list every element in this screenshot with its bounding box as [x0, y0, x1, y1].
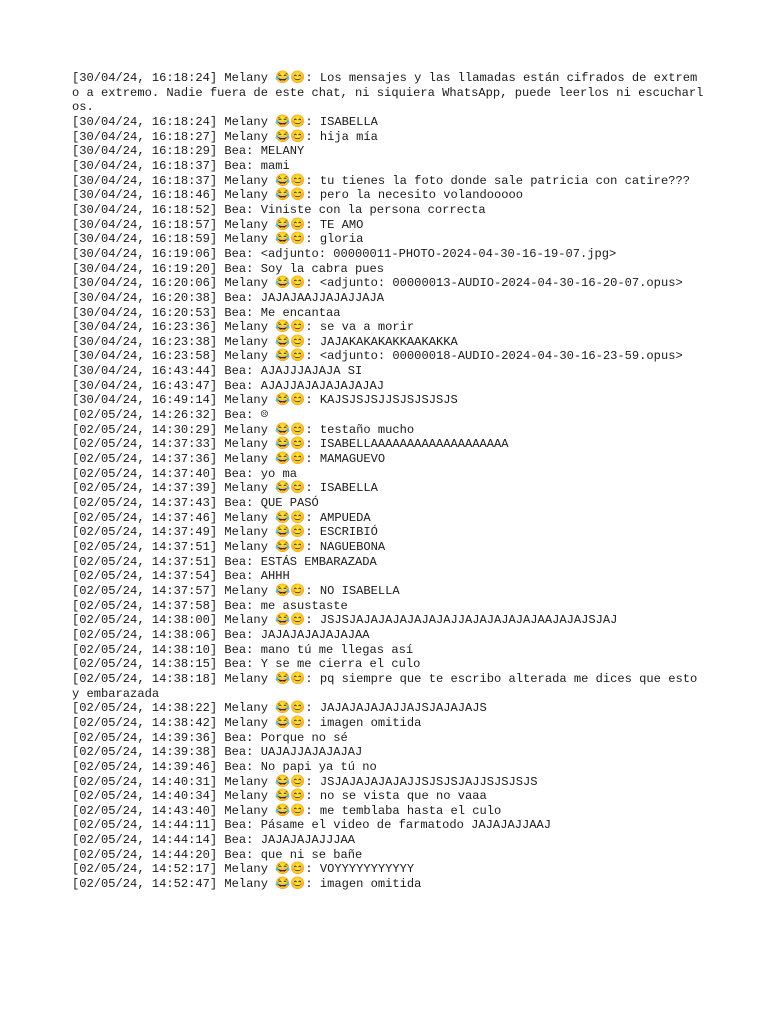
chat-message-line: [02/05/24, 14:43:40] Melany 😂😊: me temblaba hasta el culo: [72, 803, 502, 818]
chat-message-line: [30/04/24, 16:43:44] Bea: AJAJJJAJAJA SI: [72, 364, 363, 379]
chat-message-line: [30/04/24, 16:18:52] Bea: Viniste con la persona correcta: [72, 202, 486, 217]
chat-message-line: [02/05/24, 14:37:36] Melany 😂😊: MAMAGUEVO: [72, 452, 386, 467]
chat-message-line: [02/05/24, 14:37:39] Melany 😂😊: ISABELLA: [72, 481, 378, 496]
chat-message-line: [02/05/24, 14:37:43] Bea: QUE PASÓ: [72, 496, 319, 511]
chat-message-line: [30/04/24, 16:18:46] Melany 😂😊: pero la necesito volandooooo: [72, 188, 524, 203]
chat-message-line: [02/05/24, 14:39:36] Bea: Porque no sé: [72, 730, 348, 745]
chat-message-line: [30/04/24, 16:18:27] Melany 😂😊: hija mía: [72, 129, 378, 144]
chat-message-line: [30/04/24, 16:19:06] Bea: <adjunto: 00000011-PHOTO-2024-04-30-16-19-07.jpg>: [72, 246, 617, 261]
chat-message-line: [02/05/24, 14:38:42] Melany 😂😊: imagen omitida: [72, 715, 422, 730]
chat-message-line: [02/05/24, 14:52:47] Melany 😂😊: imagen omitida: [72, 877, 422, 892]
chat-message-line: [30/04/24, 16:18:29] Bea: MELANY: [72, 144, 305, 159]
chat-message-line: [30/04/24, 16:23:36] Melany 😂😊: se va a morir: [72, 320, 415, 335]
chat-message-line: [30/04/24, 16:43:47] Bea: AJAJJAJAJAJAJAJAJ: [72, 378, 385, 393]
chat-message-line: [30/04/24, 16:20:38] Bea: JAJAJAAJJAJAJJAJA: [72, 290, 385, 305]
chat-message-line: [30/04/24, 16:23:58] Melany 😂😊: <adjunto: 00000018-AUDIO-2024-04-30-16-23-59.opus>: [72, 349, 683, 364]
chat-message-line: [30/04/24, 16:18:37] Melany 😂😊: tu tienes la foto donde sale patricia con catire???: [72, 173, 690, 188]
chat-message-line: [02/05/24, 14:38:15] Bea: Y se me cierra el culo: [72, 657, 421, 672]
chat-transcript: [72, 71, 704, 892]
chat-message-line: [30/04/24, 16:23:38] Melany 😂😊: JAJAKAKAKAKKAAKAKKA: [72, 334, 458, 349]
chat-message-line: [02/05/24, 14:39:46] Bea: No papi ya tú no: [72, 759, 377, 774]
chat-message-line: [02/05/24, 14:38:10] Bea: mano tú me llegas así: [72, 642, 414, 657]
chat-message-line: [02/05/24, 14:52:17] Melany 😂😊: VOYYYYYYYYYYY: [72, 862, 415, 877]
chat-message-line: [02/05/24, 14:38:22] Melany 😂😊: JAJAJAJAJAJJAJSJAJAJAJS: [72, 701, 487, 716]
chat-message-line: [02/05/24, 14:37:51] Melany 😂😊: NAGUEBONA: [72, 540, 386, 554]
chat-message-line: [30/04/24, 16:18:59] Melany 😂😊: gloria: [72, 232, 364, 247]
chat-message-line: [02/05/24, 14:44:20] Bea: que ni se bañe: [72, 847, 363, 862]
chat-message-line: [02/05/24, 14:37:58] Bea: me asustaste: [72, 598, 348, 613]
chat-message-line: [30/04/24, 16:18:24] Melany 😂😊: ISABELLA: [72, 114, 378, 129]
chat-message-line: [02/05/24, 14:40:34] Melany 😂😊: no se vista que no vaaa: [72, 789, 487, 804]
chat-message-line: [30/04/24, 16:19:20] Bea: Soy la cabra pues: [72, 261, 385, 276]
chat-message-line: [30/04/24, 16:18:37] Bea: mami: [72, 158, 290, 173]
chat-message-line: [02/05/24, 14:37:57] Melany 😂😊: NO ISABELLA: [72, 583, 400, 598]
chat-message-line: [30/04/24, 16:18:24] Melany 😂😊: Los mensajes y las llamadas están cifrados de extremo a extremo. Nadie fuera de este chat, ni siquiera WhatsApp, puede leerlos ni escucharlos.: [72, 71, 704, 115]
chat-message-line: [02/05/24, 14:37:33] Melany 😂😊: ISABELLAAAAAAAAAAAAAAAAAAA: [72, 437, 509, 452]
chat-message-line: [02/05/24, 14:38:06] Bea: JAJAJAJAJAJAJAA: [72, 627, 370, 642]
chat-message-line: [02/05/24, 14:37:54] Bea: AHHH: [72, 569, 290, 584]
chat-message-line: [02/05/24, 14:38:00] Melany 😂😊: JSJSJAJAJAJAJAJAJAJJAJAJAJAJAJAAJAJAJSJAJ: [72, 613, 618, 628]
chat-message-line: [02/05/24, 14:38:18] Melany 😂😊: pq siempre que te escribo alterada me dices que estoy embarazada: [72, 671, 698, 701]
chat-message-line: [02/05/24, 14:44:14] Bea: JAJAJAJAJJJAA: [72, 833, 356, 848]
chat-message-line: [02/05/24, 14:37:49] Melany 😂😊: ESCRIBIÓ: [72, 525, 378, 540]
chat-message-line: [30/04/24, 16:20:06] Melany 😂😊: <adjunto: 00000013-AUDIO-2024-04-30-16-20-07.opus>: [72, 276, 683, 291]
chat-message-line: [02/05/24, 14:30:29] Melany 😂😊: testaño mucho: [72, 422, 415, 437]
chat-message-line: [02/05/24, 14:44:11] Bea: Pásame el video de farmatodo JAJAJAJJAAJ: [72, 818, 551, 833]
chat-message-line: [02/05/24, 14:40:31] Melany 😂😊: JSJAJAJAJAJAJJSJSJSJAJJSJSJSJS: [72, 774, 538, 789]
chat-message-line: [30/04/24, 16:20:53] Bea: Me encantaa: [72, 305, 341, 320]
chat-message-line: [30/04/24, 16:49:14] Melany 😂😊: KAJSJSJSJJSJSJSJSJS: [72, 393, 458, 408]
chat-message-line: [02/05/24, 14:26:32] Bea: ☹: [72, 408, 268, 423]
chat-message-line: [30/04/24, 16:18:57] Melany 😂😊: TE AMO: [72, 217, 364, 232]
chat-message-line: [02/05/24, 14:37:40] Bea: yo ma: [72, 466, 297, 481]
chat-message-line: [02/05/24, 14:37:51] Bea: ESTÁS EMBARAZADA: [72, 554, 377, 569]
chat-message-line: [02/05/24, 14:39:38] Bea: UAJAJJAJAJAJAJ: [72, 745, 363, 760]
chat-message-line: [02/05/24, 14:37:46] Melany 😂😊: AMPUEDA: [72, 510, 371, 525]
